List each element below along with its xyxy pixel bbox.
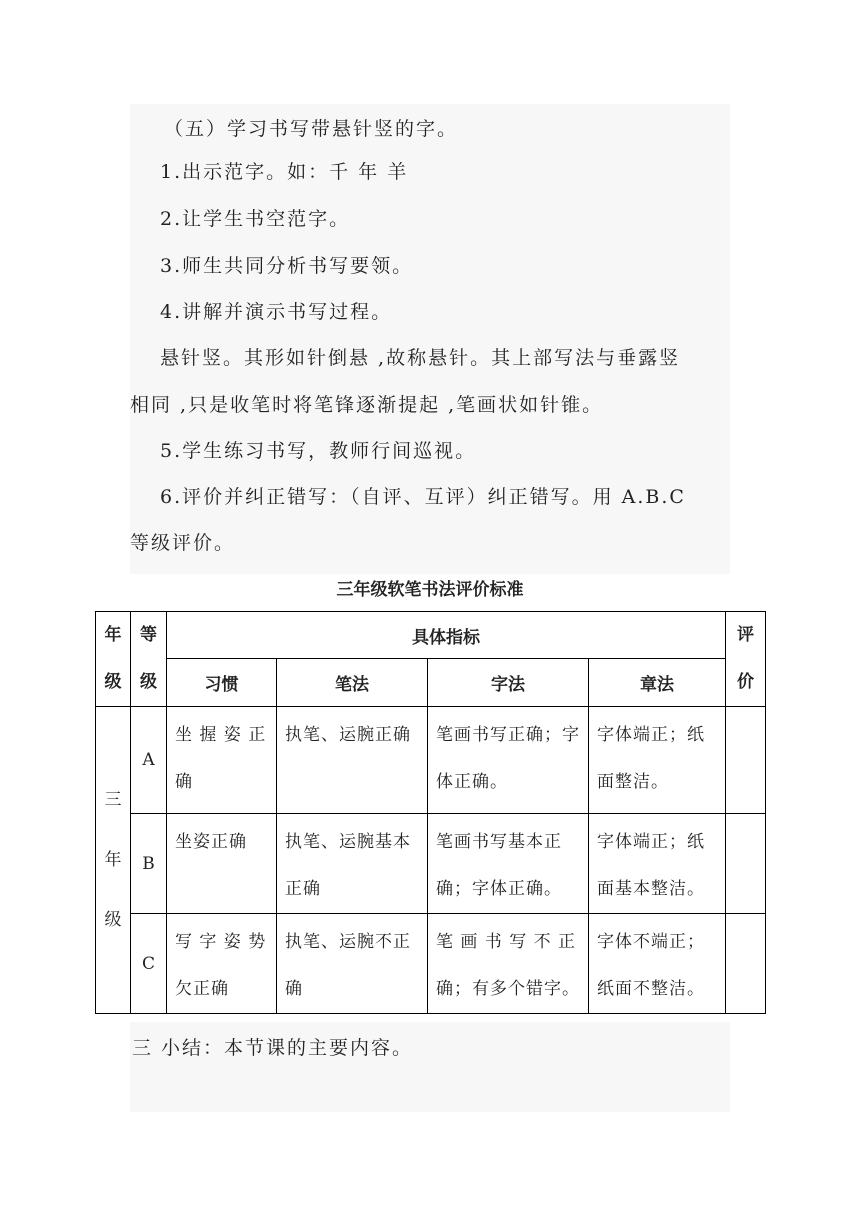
header-habit: 习惯 xyxy=(167,659,277,707)
evaluation-table xyxy=(95,611,766,1014)
evaluation-cell xyxy=(726,914,766,1014)
explanation-line-2: 相同 ,只是收笔时将笔锋逐渐提起 ,笔画状如针锥。 xyxy=(130,394,604,416)
header-indicators: 具体指标 xyxy=(167,612,726,659)
table-caption: 三年级软笔书法评价标准 xyxy=(336,580,524,600)
brush-cell: 执笔、运腕基本正确 xyxy=(277,814,428,914)
summary-line: 三 小结：本节课的主要内容。 xyxy=(132,1037,414,1059)
layout-cell: 字体端正；纸面基本整洁。 xyxy=(589,814,726,914)
step-2: 2.让学生书空范字。 xyxy=(160,208,351,230)
step-3: 3.师生共同分析书写要领。 xyxy=(160,255,414,277)
step-4: 4.讲解并演示书写过程。 xyxy=(160,301,393,323)
char-cell: 笔画书写正确；字体正确。 xyxy=(428,707,589,814)
char-cell: 笔画书写基本正确；字体正确。 xyxy=(428,814,589,914)
level-cell: A xyxy=(131,707,167,814)
step-5: 5.学生练习书写，教师行间巡视。 xyxy=(160,440,477,462)
explanation-line-1: 悬针竖。其形如针倒悬 ,故称悬针。其上部写法与垂露竖 xyxy=(160,347,681,369)
layout-cell: 字体端正；纸面整洁。 xyxy=(589,707,726,814)
step-6-line-2: 等级评价。 xyxy=(130,532,236,554)
level-cell: C xyxy=(131,914,167,1014)
habit-cell: 写 字 姿 势 欠正确 xyxy=(167,914,277,1014)
header-grade-year: 年 级 xyxy=(96,612,131,707)
header-character-structure: 字法 xyxy=(428,659,589,707)
habit-cell: 坐姿正确 xyxy=(167,814,277,914)
header-composition: 章法 xyxy=(589,659,726,707)
header-brush-technique: 笔法 xyxy=(277,659,428,707)
section-heading: （五）学习书写带悬针竖的字。 xyxy=(164,118,459,140)
table-row xyxy=(96,914,766,1014)
layout-cell: 字体不端正；纸面不整洁。 xyxy=(589,914,726,1014)
habit-cell: 坐 握 姿 正 确 xyxy=(167,707,277,814)
step-6-line-1: 6.评价并纠正错写：（自评、互评）纠正错写。用 A.B.C xyxy=(160,486,686,508)
table-row xyxy=(96,814,766,914)
header-evaluation: 评 价 xyxy=(726,612,766,707)
char-cell: 笔 画 书 写 不 正确；有多个错字。 xyxy=(428,914,589,1014)
level-cell: B xyxy=(131,814,167,914)
header-level: 等 级 xyxy=(131,612,167,707)
evaluation-cell xyxy=(726,814,766,914)
year-cell: 三 年 级 xyxy=(96,707,131,1014)
table-row xyxy=(96,707,766,814)
evaluation-cell xyxy=(726,707,766,814)
step-1: 1.出示范字。如：千 年 羊 xyxy=(160,161,409,183)
brush-cell: 执笔、运腕不正确 xyxy=(277,914,428,1014)
brush-cell: 执笔、运腕正确 xyxy=(277,707,428,814)
